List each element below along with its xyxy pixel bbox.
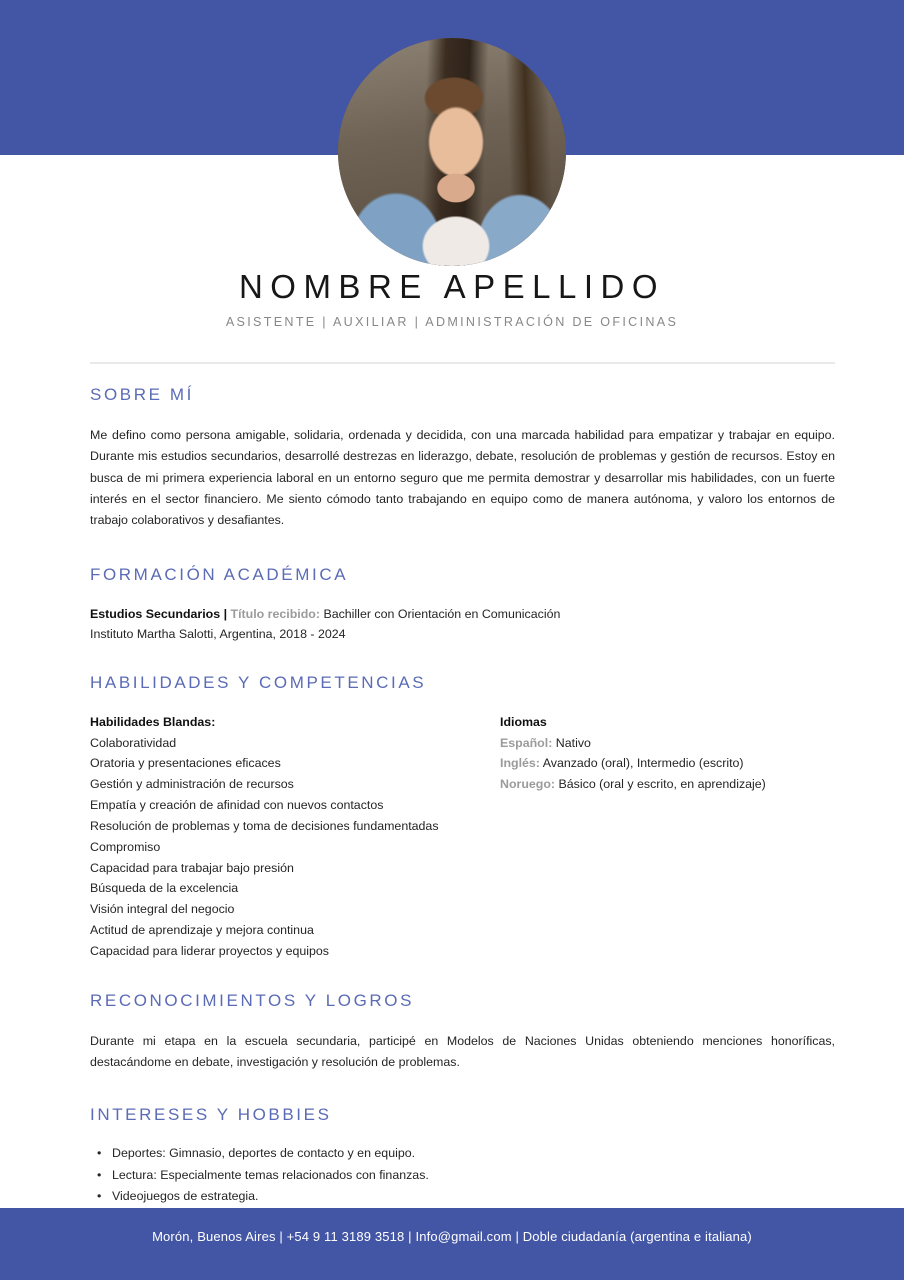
education-degree-line xyxy=(90,604,835,624)
language-name: Noruego: xyxy=(500,777,556,792)
soft-skills-title: Habilidades Blandas: xyxy=(90,714,216,729)
hobbies-list xyxy=(90,1143,835,1207)
language-level: Nativo xyxy=(555,735,591,750)
language-name: Inglés: xyxy=(500,756,540,771)
section-heading-skills: HABILIDADES Y COMPETENCIAS xyxy=(90,672,427,692)
language-item xyxy=(500,733,835,754)
skill-item: Oratoria y presentaciones eficaces xyxy=(90,756,281,771)
list-item: • Deportes: Gimnasio, deportes de contacto y en equipo. xyxy=(112,1143,835,1164)
soft-skills-column xyxy=(90,712,500,962)
language-level: Avanzado (oral), Intermedio (escrito) xyxy=(542,756,744,771)
language-name: Español: xyxy=(500,735,553,750)
language-item xyxy=(500,774,835,795)
section-heading-interests: INTERESES Y HOBBIES xyxy=(90,1105,332,1125)
skills-columns xyxy=(90,712,835,962)
awards-paragraph: Durante mi etapa en la escuela secundaria, participé en Modelos de Naciones Unidas obteniendo menciones honoríficas, destacándome en debate, investigación y resolución de problemas. xyxy=(90,1033,835,1070)
skill-item: Colaboratividad xyxy=(90,735,177,750)
profile-photo xyxy=(338,38,566,266)
section-heading-education: FORMACIÓN ACADÉMICA xyxy=(90,564,349,584)
education-degree-label: Estudios Secundarios | xyxy=(90,606,228,621)
section-heading-about: SOBRE MÍ xyxy=(90,385,194,404)
page-title: NOMBRE APELLIDO xyxy=(238,268,666,305)
skill-item: Compromiso xyxy=(90,839,161,854)
languages-column xyxy=(500,712,835,962)
footer-contact-line: Morón, Buenos Aires | +54 9 11 3189 3518 | Info@gmail.com | Doble ciudadanía (argentina e italiana) xyxy=(152,1229,752,1244)
education-title-label: Título recibido: xyxy=(230,606,320,621)
skill-item: Actitud de aprendizaje y mejora continua xyxy=(90,923,314,938)
footer-blue-band xyxy=(0,1208,904,1280)
about-paragraph: Me defino como persona amigable, solidaria, ordenada y decidida, con una marcada habilidad para empatizar y trabajar en equipo. Durante mis estudios secundarios, desarrollé destrezas en liderazgo, debate, resolución de problemas y gestión de recursos. Estoy en busca de mi primera experiencia laboral en un entorno seguro que me permita demostrar y desarrollar mis habilidades, con un fuerte interés en el sector financiero. Me siento cómodo tanto trabajando en equipo como de manera autónoma, y valoro los entornos de trabajo colaborativos y desafiantes. xyxy=(90,428,835,528)
resume-content xyxy=(90,386,835,1207)
list-item: • Videojuegos de estrategia. xyxy=(112,1186,835,1207)
skill-item: Visión integral del negocio xyxy=(90,902,235,917)
skill-item: Empatía y creación de afinidad con nuevos contactos xyxy=(90,798,384,813)
skill-item: Gestión y administración de recursos xyxy=(90,777,294,792)
section-heading-awards: RECONOCIMIENTOS Y LOGROS xyxy=(90,990,415,1010)
language-level: Básico (oral y escrito, en aprendizaje) xyxy=(558,777,766,792)
list-item: • Lectura: Especialmente temas relacionados con finanzas. xyxy=(112,1165,835,1186)
education-title-value: Bachiller con Orientación en Comunicación xyxy=(323,606,561,621)
header-divider xyxy=(90,362,835,364)
job-subtitle: ASISTENTE | AUXILIAR | ADMINISTRACIÓN DE OFICINAS xyxy=(225,315,679,329)
education-institution-line: Instituto Martha Salotti, Argentina, 2018 - 2024 xyxy=(90,626,346,641)
skill-item: Capacidad para trabajar bajo presión xyxy=(90,860,294,875)
language-item xyxy=(500,753,835,774)
skill-item: Resolución de problemas y toma de decisiones fundamentadas xyxy=(90,818,439,833)
skill-item: Capacidad para liderar proyectos y equipos xyxy=(90,943,330,958)
education-entry xyxy=(90,604,835,644)
skill-item: Búsqueda de la excelencia xyxy=(90,881,239,896)
profile-photo-image xyxy=(338,38,566,266)
languages-title: Idiomas xyxy=(500,714,547,729)
